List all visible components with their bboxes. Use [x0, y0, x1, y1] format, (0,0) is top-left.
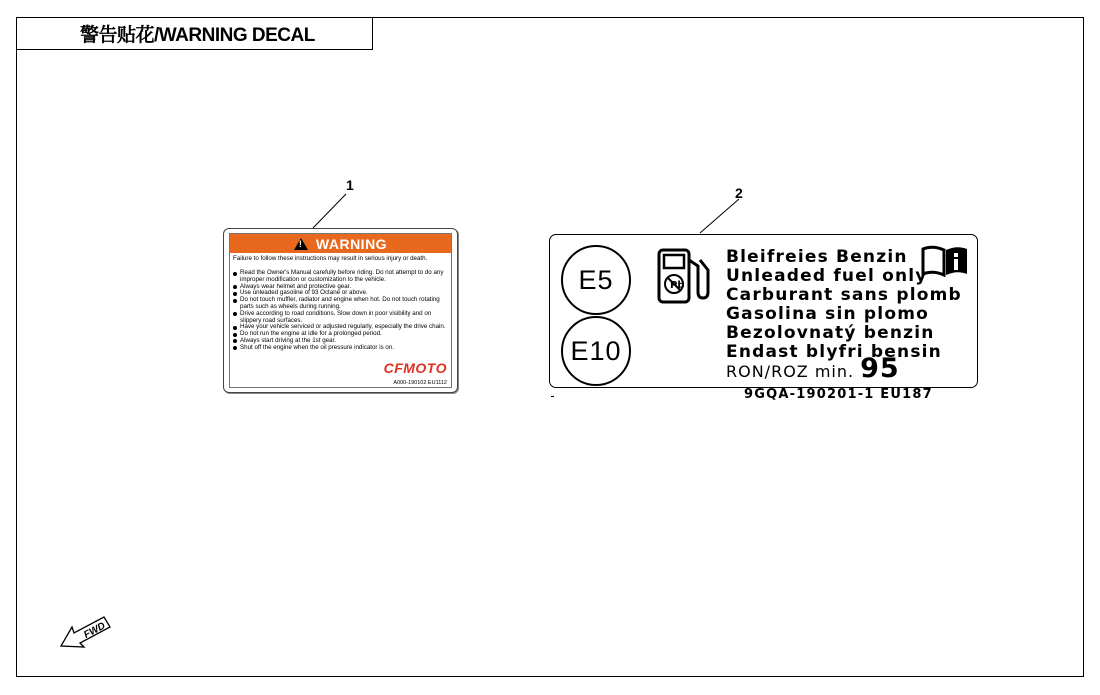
fuel-line-fr: Carburant sans plomb — [726, 285, 962, 305]
warning-decal — [223, 228, 458, 393]
warning-item: Read the Owner's Manual carefully before riding. Do not attempt to do any improper modification or customization to the vehicle. — [233, 270, 448, 284]
fuel-line-sv: Endast blyfri bensin — [726, 342, 942, 362]
fuel-line-en: Unleaded fuel only — [726, 266, 928, 286]
e5-badge: E5 — [561, 245, 631, 315]
fuel-decal — [549, 234, 978, 388]
fuel-line-es: Gasolina sin plomo — [726, 304, 930, 324]
warning-decal-inner — [229, 233, 452, 388]
ron-value: 95 — [860, 353, 900, 384]
fwd-label: FWD — [82, 620, 108, 641]
fuel-text-block — [726, 248, 962, 362]
warning-intro: Failure to follow these instructions may result in serious injury or death. — [233, 255, 428, 262]
warning-item: Do not touch muffler, radiator and engine when hot. Do not touch rotating parts such as wheels during running. — [233, 297, 448, 311]
warning-banner-label: WARNING — [315, 235, 388, 252]
warning-list — [233, 270, 448, 352]
warning-decal-code: A000-190102 EU1112 — [393, 380, 447, 386]
fuel-line-cs: Bezolovnatý benzin — [726, 323, 935, 343]
leader-line-2 — [700, 199, 739, 233]
svg-text:Pb: Pb — [670, 280, 685, 291]
fuel-pump-icon — [656, 248, 714, 304]
brand-logo: CFMOTO — [383, 360, 447, 376]
fuel-decal-code: 9GQA-190201-1 EU187 — [744, 387, 933, 402]
warning-item: Have your vehicle serviced or adjusted regularly, especially the drive chain. — [233, 324, 448, 331]
warning-banner — [230, 234, 451, 253]
callout-number-1: 1 — [346, 177, 354, 193]
warning-item: Always wear helmet and protective gear. — [233, 284, 448, 291]
fuel-line-de: Bleifreies Benzin — [726, 247, 908, 267]
e10-badge: E10 — [561, 316, 631, 386]
warning-triangle-icon — [294, 238, 308, 250]
warning-item: Drive according to road conditions. Slow down in poor visibility and on slippery road surfaces. — [233, 311, 448, 325]
warning-item: Always start driving at the 1st gear. — [233, 338, 448, 345]
callout-number-2: 2 — [735, 185, 743, 201]
warning-item: Shut off the engine when the oil pressure indicator is on. — [233, 345, 448, 352]
page-title: 警告贴花/WARNING DECAL — [80, 24, 315, 46]
corner-tick — [551, 396, 554, 397]
leader-line-1 — [313, 194, 346, 228]
fwd-arrow-icon — [58, 613, 120, 649]
warning-item: Do not run the engine at idle for a prolonged period. — [233, 331, 448, 338]
ron-row — [726, 353, 900, 384]
ron-label: RON/ROZ min. — [726, 362, 855, 381]
warning-item: Use unleaded gasoline of 93 Octane or above. — [233, 290, 448, 297]
